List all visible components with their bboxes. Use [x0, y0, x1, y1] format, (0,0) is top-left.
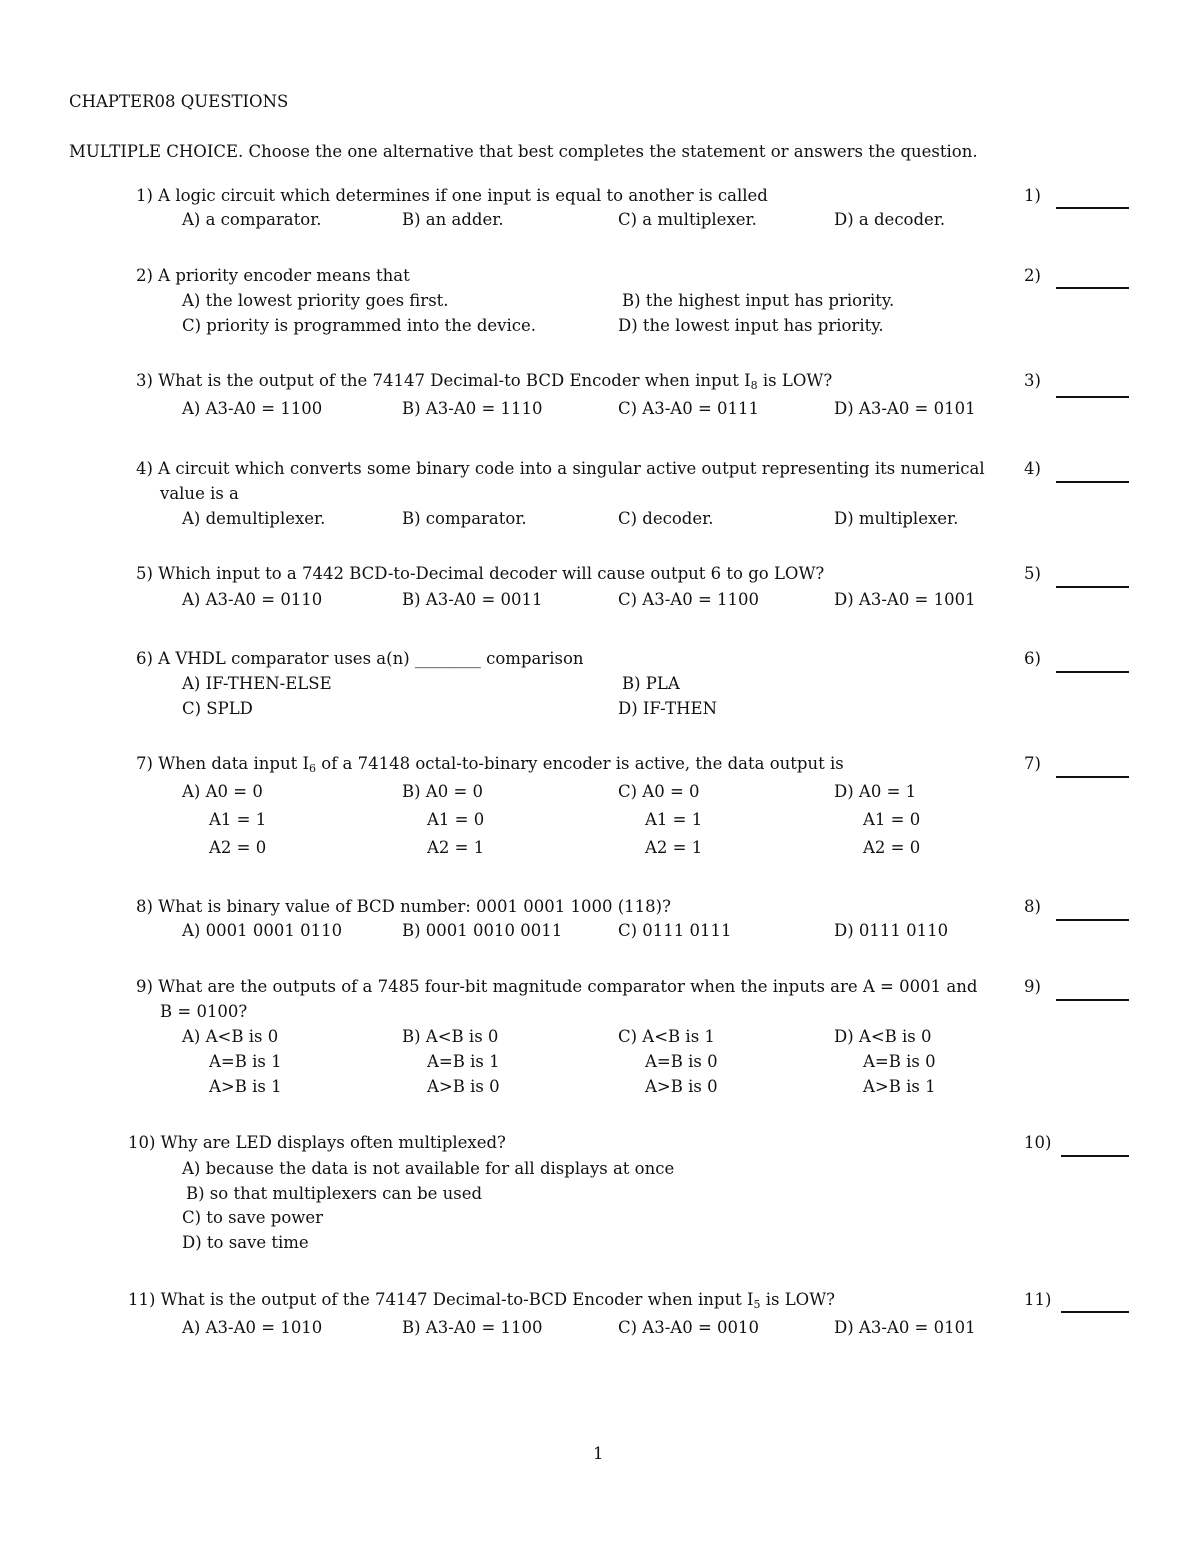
answer-blank-3[interactable]	[1056, 396, 1129, 398]
question-7-option-b-line1: B) A0 = 0	[402, 782, 484, 801]
question-7-option-b-line3: A2 = 1	[427, 838, 485, 857]
question-9-option-c-line1: C) A<B is 1	[618, 1027, 715, 1046]
answer-blank-4[interactable]	[1056, 481, 1129, 483]
question-7-option-c-line3: A2 = 1	[645, 838, 703, 857]
question-8-option-d: D) 0111 0110	[834, 921, 949, 940]
question-1-option-c: C) a multiplexer.	[618, 210, 757, 229]
answer-number-8: 8)	[1024, 897, 1041, 916]
answer-number-2: 2)	[1024, 266, 1041, 285]
question-4-text-continued: value is a	[160, 484, 239, 503]
question-9-option-c-line2: A=B is 0	[645, 1052, 718, 1071]
question-3-option-c: C) A3-A0 = 0111	[618, 399, 760, 418]
question-7-option-a-line2: A1 = 1	[209, 810, 267, 829]
question-9-option-b-line3: A>B is 0	[427, 1077, 500, 1096]
question-9-text: 9) What are the outputs of a 7485 four-bit magnitude comparator when the inputs are A = 0001 and	[136, 977, 978, 996]
answer-number-10: 10)	[1024, 1133, 1052, 1152]
instructions: MULTIPLE CHOICE. Choose the one alternative that best completes the statement or answers the question.	[69, 142, 978, 161]
answer-blank-10[interactable]	[1061, 1155, 1129, 1157]
question-9-option-b-line2: A=B is 1	[427, 1052, 500, 1071]
answer-number-7: 7)	[1024, 754, 1041, 773]
question-1-option-a: A) a comparator.	[182, 210, 322, 229]
question-2-option-c: C) priority is programmed into the device.	[182, 316, 537, 335]
answer-blank-9[interactable]	[1056, 999, 1129, 1001]
question-9-option-d-line3: A>B is 1	[863, 1077, 936, 1096]
answer-blank-1[interactable]	[1056, 207, 1129, 209]
question-7-option-a-line1: A) A0 = 0	[182, 782, 263, 801]
question-7-option-a-line3: A2 = 0	[209, 838, 267, 857]
question-4-option-a: A) demultiplexer.	[182, 509, 326, 528]
question-4-text: 4) A circuit which converts some binary code into a singular active output representing its numerical	[136, 459, 985, 478]
question-3-option-d: D) A3-A0 = 0101	[834, 399, 976, 418]
question-5-option-a: A) A3-A0 = 0110	[182, 590, 323, 609]
question-5-option-c: C) A3-A0 = 1100	[618, 590, 760, 609]
question-2-option-b: B) the highest input has priority.	[622, 291, 895, 310]
question-1-text: 1) A logic circuit which determines if one input is equal to another is called	[136, 186, 768, 205]
question-6-option-d: D) IF-THEN	[618, 699, 717, 718]
question-9-option-d-line1: D) A<B is 0	[834, 1027, 932, 1046]
answer-number-9: 9)	[1024, 977, 1041, 996]
question-5-text: 5) Which input to a 7442 BCD-to-Decimal decoder will cause output 6 to go LOW?	[136, 564, 825, 583]
question-2-option-d: D) the lowest input has priority.	[618, 316, 884, 335]
question-8-text: 8) What is binary value of BCD number: 0001 0001 1000 (118)?	[136, 897, 671, 916]
question-10-option-d: D) to save time	[182, 1233, 309, 1252]
question-7-option-c-line1: C) A0 = 0	[618, 782, 700, 801]
question-9-option-a-line1: A) A<B is 0	[182, 1027, 279, 1046]
answer-number-5: 5)	[1024, 564, 1041, 583]
question-4-option-c: C) decoder.	[618, 509, 714, 528]
question-10-option-a: A) because the data is not available for all displays at once	[182, 1159, 675, 1178]
question-7-text: 7) When data input $I_6$ of a 74148 octal-to-binary encoder is active, the data output is	[136, 754, 844, 775]
question-6-option-c: C) SPLD	[182, 699, 253, 718]
answer-blank-11[interactable]	[1061, 1311, 1129, 1313]
question-11-text: 11) What is the output of the 74147 Decimal-to-BCD Encoder when input $I_5$ is LOW?	[128, 1290, 836, 1311]
question-9-option-d-line2: A=B is 0	[863, 1052, 936, 1071]
question-4-option-b: B) comparator.	[402, 509, 527, 528]
answer-blank-8[interactable]	[1056, 919, 1129, 921]
answer-blank-2[interactable]	[1056, 287, 1129, 289]
question-3-text: 3) What is the output of the 74147 Decimal-to BCD Encoder when input $I_8$ is LOW?	[136, 371, 833, 392]
question-5-option-d: D) A3-A0 = 1001	[834, 590, 976, 609]
question-3-option-a: A) A3-A0 = 1100	[182, 399, 323, 418]
question-9-option-a-line2: A=B is 1	[209, 1052, 282, 1071]
question-6-option-b: B) PLA	[622, 674, 680, 693]
question-2-text: 2) A priority encoder means that	[136, 266, 410, 285]
question-11-option-b: B) A3-A0 = 1100	[402, 1318, 543, 1337]
question-7-option-b-line2: A1 = 0	[427, 810, 485, 829]
question-9-option-a-line3: A>B is 1	[209, 1077, 282, 1096]
question-8-option-c: C) 0111 0111	[618, 921, 732, 940]
question-1-option-b: B) an adder.	[402, 210, 504, 229]
page-number: 1	[593, 1444, 604, 1463]
page-title: CHAPTER08 QUESTIONS	[69, 92, 289, 111]
question-6-text: 6) A VHDL comparator uses a(n) ________ comparison	[136, 649, 584, 668]
question-10-option-b: B) so that multiplexers can be used	[186, 1184, 483, 1203]
question-10-text: 10) Why are LED displays often multiplexed?	[128, 1133, 506, 1152]
question-9-text-continued: B = 0100?	[160, 1002, 248, 1021]
answer-number-1: 1)	[1024, 186, 1041, 205]
answer-number-11: 11)	[1024, 1290, 1052, 1309]
question-8-option-b: B) 0001 0010 0011	[402, 921, 563, 940]
answer-blank-7[interactable]	[1056, 776, 1129, 778]
answer-blank-6[interactable]	[1056, 671, 1129, 673]
question-9-option-c-line3: A>B is 0	[645, 1077, 718, 1096]
question-3-option-b: B) A3-A0 = 1110	[402, 399, 543, 418]
question-1-option-d: D) a decoder.	[834, 210, 946, 229]
question-11-option-c: C) A3-A0 = 0010	[618, 1318, 760, 1337]
answer-number-4: 4)	[1024, 459, 1041, 478]
question-7-option-d-line3: A2 = 0	[863, 838, 921, 857]
question-7-option-d-line1: D) A0 = 1	[834, 782, 917, 801]
question-7-option-d-line2: A1 = 0	[863, 810, 921, 829]
question-8-option-a: A) 0001 0001 0110	[182, 921, 343, 940]
answer-blank-5[interactable]	[1056, 586, 1129, 588]
question-11-option-d: D) A3-A0 = 0101	[834, 1318, 976, 1337]
question-7-option-c-line2: A1 = 1	[645, 810, 703, 829]
question-9-option-b-line1: B) A<B is 0	[402, 1027, 499, 1046]
question-11-option-a: A) A3-A0 = 1010	[182, 1318, 323, 1337]
question-10-option-c: C) to save power	[182, 1208, 324, 1227]
answer-number-6: 6)	[1024, 649, 1041, 668]
question-4-option-d: D) multiplexer.	[834, 509, 959, 528]
question-6-option-a: A) IF-THEN-ELSE	[182, 674, 332, 693]
question-2-option-a: A) the lowest priority goes first.	[182, 291, 449, 310]
answer-number-3: 3)	[1024, 371, 1041, 390]
question-5-option-b: B) A3-A0 = 0011	[402, 590, 543, 609]
